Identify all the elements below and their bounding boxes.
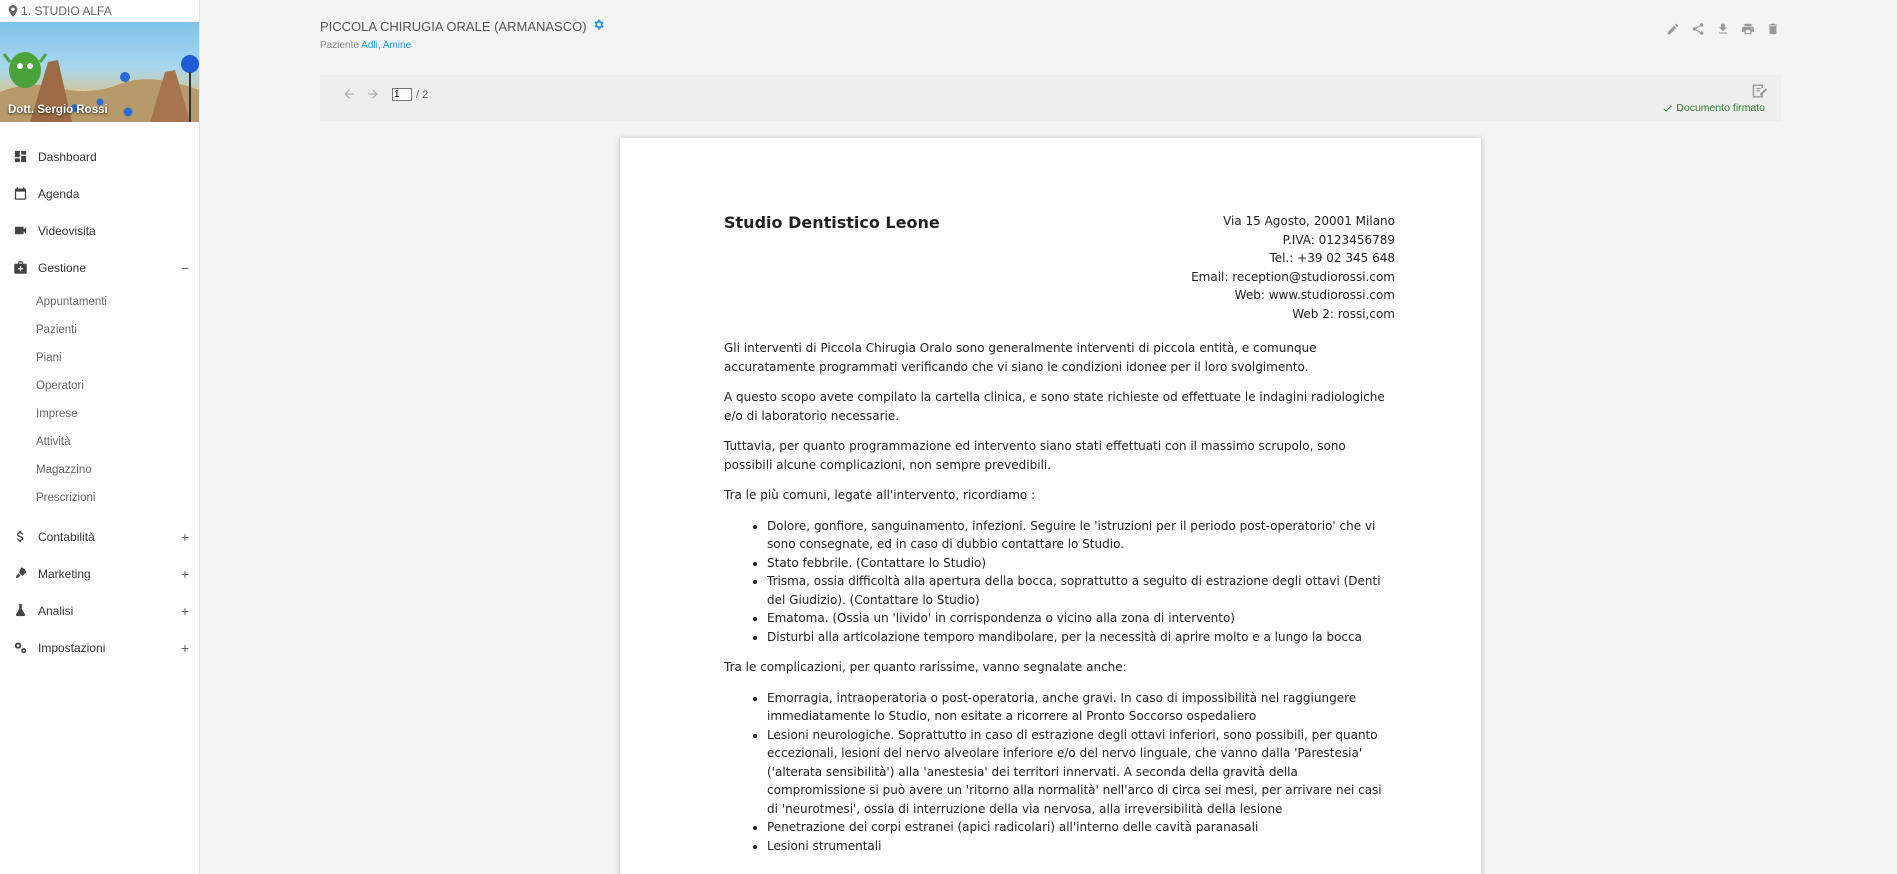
sub-prescrizioni[interactable]: Prescrizioni [36,492,96,504]
nav-contabilita[interactable] [0,518,199,555]
nav-label: Marketing [38,566,91,581]
sub-attivita[interactable]: Attività [36,436,71,448]
list-item: • Ematoma. (Ossia un 'livido' in corrispondenza o vicino alla zona di intervento) [767,609,1395,628]
patient-label: Paziente [320,40,359,51]
expand-icon[interactable]: + [180,528,189,545]
sub-appuntamenti[interactable]: Appuntamenti [36,296,107,308]
signature-icon[interactable] [1751,83,1769,104]
document-page [620,138,1481,874]
nav-gestione[interactable] [0,249,199,286]
download-icon[interactable] [1716,22,1730,41]
expand-icon[interactable]: + [180,602,189,619]
viewer-toolbar [320,75,1781,121]
nav-marketing[interactable] [0,555,199,592]
nav-impostazioni[interactable] [0,629,199,666]
paragraph: A questo scopo avete compilato la cartella clinica, e sono state richieste od effettuate le indagini radiologiche e/o di laboratorio necessarie. [724,390,1385,423]
paragraph: Tra le più comuni, legate all'intervento, ricordiamo : [724,488,1036,502]
collapse-icon[interactable]: − [180,259,189,276]
document-viewer[interactable] [320,121,1781,874]
patient-link[interactable]: Adli, Amine [361,40,412,51]
nav-label: Agenda [38,186,80,201]
page-number-input[interactable] [392,88,412,101]
sub-operatori[interactable]: Operatori [36,380,84,392]
main-nav [0,138,199,666]
list-item: • Dolore, gonfiore, sanguinamento, infezioni. Seguire le 'istruzioni per il periodo post-operatorio' che vi sono consegnate, ed in caso di dubbio contattare lo Studio. [767,517,1395,554]
page-indicator [392,88,428,101]
page-title [320,18,1780,34]
list-item: • Stato febbrile. (Contattare lo Studio) [767,554,1395,573]
gears-icon [12,640,28,656]
sub-magazzino[interactable]: Magazzino [36,464,92,476]
common-complications-list [724,517,1395,647]
sub-piani[interactable]: Piani [36,352,62,364]
studio-name-heading: Studio Dentistico Leone [724,213,940,232]
signed-label: Documento firmato [1676,102,1765,114]
studio-name: 1. STUDIO ALFA [21,4,112,18]
page-navigation [342,87,380,106]
rare-complications-list [724,689,1395,856]
arrow-right-icon[interactable] [366,87,380,106]
studio-address [1191,212,1395,323]
arrow-left-icon[interactable] [342,87,356,106]
sub-imprese[interactable]: Imprese [36,408,78,420]
list-item: • Lesioni strumentali [767,837,1395,856]
patient-line [320,40,1780,51]
list-item: • Emorragia, intraoperatoria o post-operatoria, anche gravi. In caso di impossibilità nel raggiungere immediatamente lo Studio, non esitate a ricorrere al Pronto Soccorso ospedaliero [767,689,1395,726]
document-header [320,18,1780,51]
nav-label: Impostazioni [38,640,106,655]
gear-icon[interactable] [592,18,605,34]
nav-label: Contabilità [38,529,95,544]
paragraph: Tra le complicazioni, per quanto rarissime, vanno segnalate anche: [724,660,1127,674]
rocket-icon [12,566,28,582]
list-item: • Lesioni neurologiche. Soprattutto in caso di estrazione degli ottavi inferiori, sono possibili, per quanto eccezionali, lesioni del nervo alveolare inferiore e/o del nervo linguale, che vanno dalla 'Parestesia' ('alterata sensibilità') alla 'anestesia' dei territori innervati. A seconda della gravità della compromissione si può avere un 'ritorno alla normalità' nell'arco di circa sei mesi, per arrivare nei casi di 'neurotmesi', ossia di interruzione della via nervosa, alla irreversibilità della lesione [767,726,1395,819]
flask-icon [12,603,28,619]
check-icon [1662,103,1673,114]
doctor-name: Dott. Sergio Rossi [8,104,108,116]
expand-icon[interactable]: + [180,565,189,582]
address-line: Tel.: +39 02 345 648 [1269,251,1395,265]
address-line: Via 15 Agosto, 20001 Milano [1223,214,1395,228]
address-line: Email: reception@studiorossi.com [1191,269,1395,284]
nav-label: Gestione [38,260,87,275]
address-line: P.IVA: 0123456789 [1282,232,1395,247]
letterhead [724,212,1395,323]
delete-icon[interactable] [1766,22,1780,41]
address-line: Web 2: rossi,com [1292,306,1395,321]
map-pin-icon [8,5,18,17]
paragraph: Gli interventi di Piccola Chirugia Oralo sono generalmente interventi di piccola entità, e comunque accuratamente programmati verificando che vi siano le condizioni idonee per il loro svolgimento. [724,341,1317,374]
page-total: / 2 [416,88,429,101]
list-item: • Penetrazione dei corpi estranei (apici radicolari) all'interno delle cavità paranasali [767,818,1395,837]
nav-dashboard[interactable] [0,138,199,175]
nav-label: Analisi [38,603,74,618]
sub-pazienti[interactable]: Pazienti [36,324,77,336]
expand-icon[interactable]: + [180,639,189,656]
document-actions [1666,22,1780,41]
signed-status [1662,102,1765,114]
dollar-icon [12,529,28,545]
medical-bag-icon [12,260,28,276]
sidebar [0,0,200,874]
dashboard-icon [12,149,28,165]
nav-label: Dashboard [38,149,97,164]
studio-selector[interactable] [0,0,199,22]
print-icon[interactable] [1741,22,1755,41]
calendar-icon [12,186,28,202]
profile-banner [0,22,199,122]
list-item: • Trisma, ossia difficoltà alla apertura della bocca, soprattutto a seguito di estrazione degli ottavi (Denti del Giudizio). (Contattare lo Studio) [767,572,1395,609]
address-line: Web: www.studiorossi.com [1234,288,1395,302]
edit-icon[interactable] [1666,22,1680,41]
nav-agenda[interactable] [0,175,199,212]
paragraph: Tuttavia, per quanto programmazione ed intervento siano stati effettuati con il massimo scrupolo, sono possibili alcune complicazioni, non sempre prevedibili. [724,439,1346,472]
nav-label: Videovisita [38,223,96,238]
document-title: PICCOLA CHIRUGIA ORALE (ARMANASCO) [320,18,587,34]
nav-analisi[interactable] [0,592,199,629]
gestione-submenu [0,286,199,518]
share-icon[interactable] [1691,22,1705,41]
video-camera-icon [12,223,28,239]
nav-videovisita[interactable] [0,212,199,249]
list-item: • Disturbi alla articolazione temporo mandibolare, per la necessità di aprire molto e a lungo la bocca [767,628,1395,647]
